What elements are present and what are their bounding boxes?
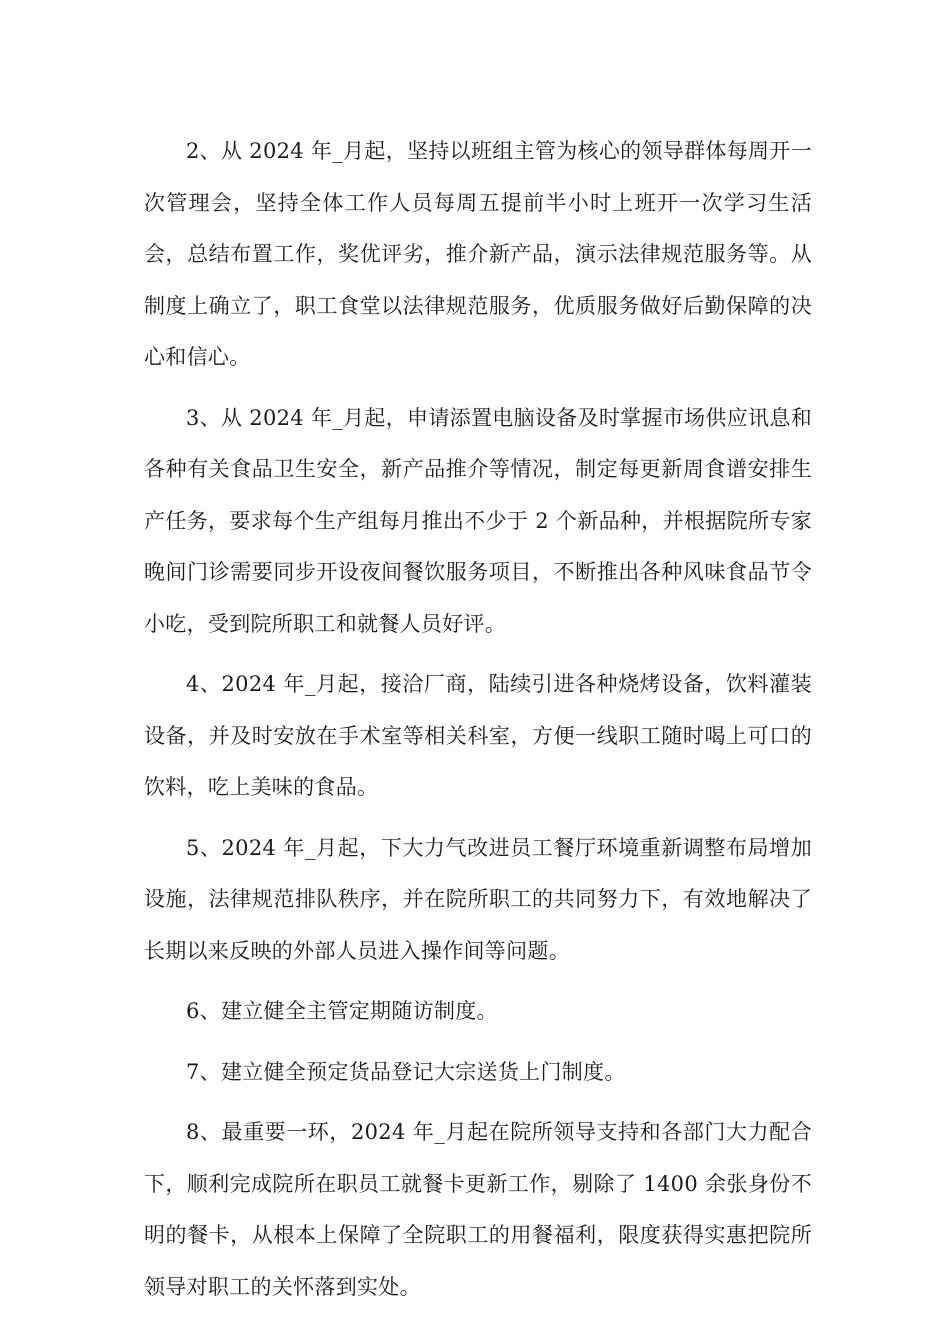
document-body: [144, 126, 812, 1322]
paragraph-item-3: 3、从 2024 年_月起，申请添置电脑设备及时掌握市场供应讯息和各种有关食品卫生安全，新产品推介等情况，制定每更新周食谱安排生产任务，要求每个生产组每月推出不少于 2 个新品种，并根据院所专家晚间门诊需要同步开设夜间餐饮服务项目，不断推出各种风味食品节令小吃，受到院所职工和就餐人员好评。: [144, 405, 812, 636]
paragraph-item-5: 5、2024 年_月起，下大力气改进员工餐厅环境重新调整布局增加设施，法律规范排队秩序，并在院所职工的共同努力下，有效地解决了长期以来反映的外部人员进入操作间等问题。: [144, 835, 812, 963]
paragraph-item-4: 4、2024 年_月起，接洽厂商，陆续引进各种烧烤设备，饮料灌装设备，并及时安放在手术室等相关科室，方便一线职工随时喝上可口的饮料，吃上美味的食品。: [144, 672, 812, 799]
paragraph-item-6: 6、建立健全主管定期随访制度。: [186, 999, 498, 1023]
paragraph-item-7: 7、建立健全预定货品登记大宗送货上门制度。: [186, 1059, 626, 1084]
paragraph-item-2: 2、从 2024 年_月起，坚持以班组主管为核心的领导群体每周开一次管理会，坚持全体工作人员每周五提前半小时上班开一次学习生活会，总结布置工作，奖优评劣，推介新产品，演示法律规范服务等。从制度上确立了，职工食堂以法律规范服务，优质服务做好后勤保障的决心和信心。: [144, 139, 812, 369]
paragraph-item-8: 8、最重要一环，2024 年_月起在院所领导支持和各部门大力配合下，顺利完成院所在职员工就餐卡更新工作，剔除了 1400 余张身份不明的餐卡，从根本上保障了全院职工的用餐福利，限度获得实惠把院所领导对职工的关怀落到实处。: [144, 1120, 812, 1299]
